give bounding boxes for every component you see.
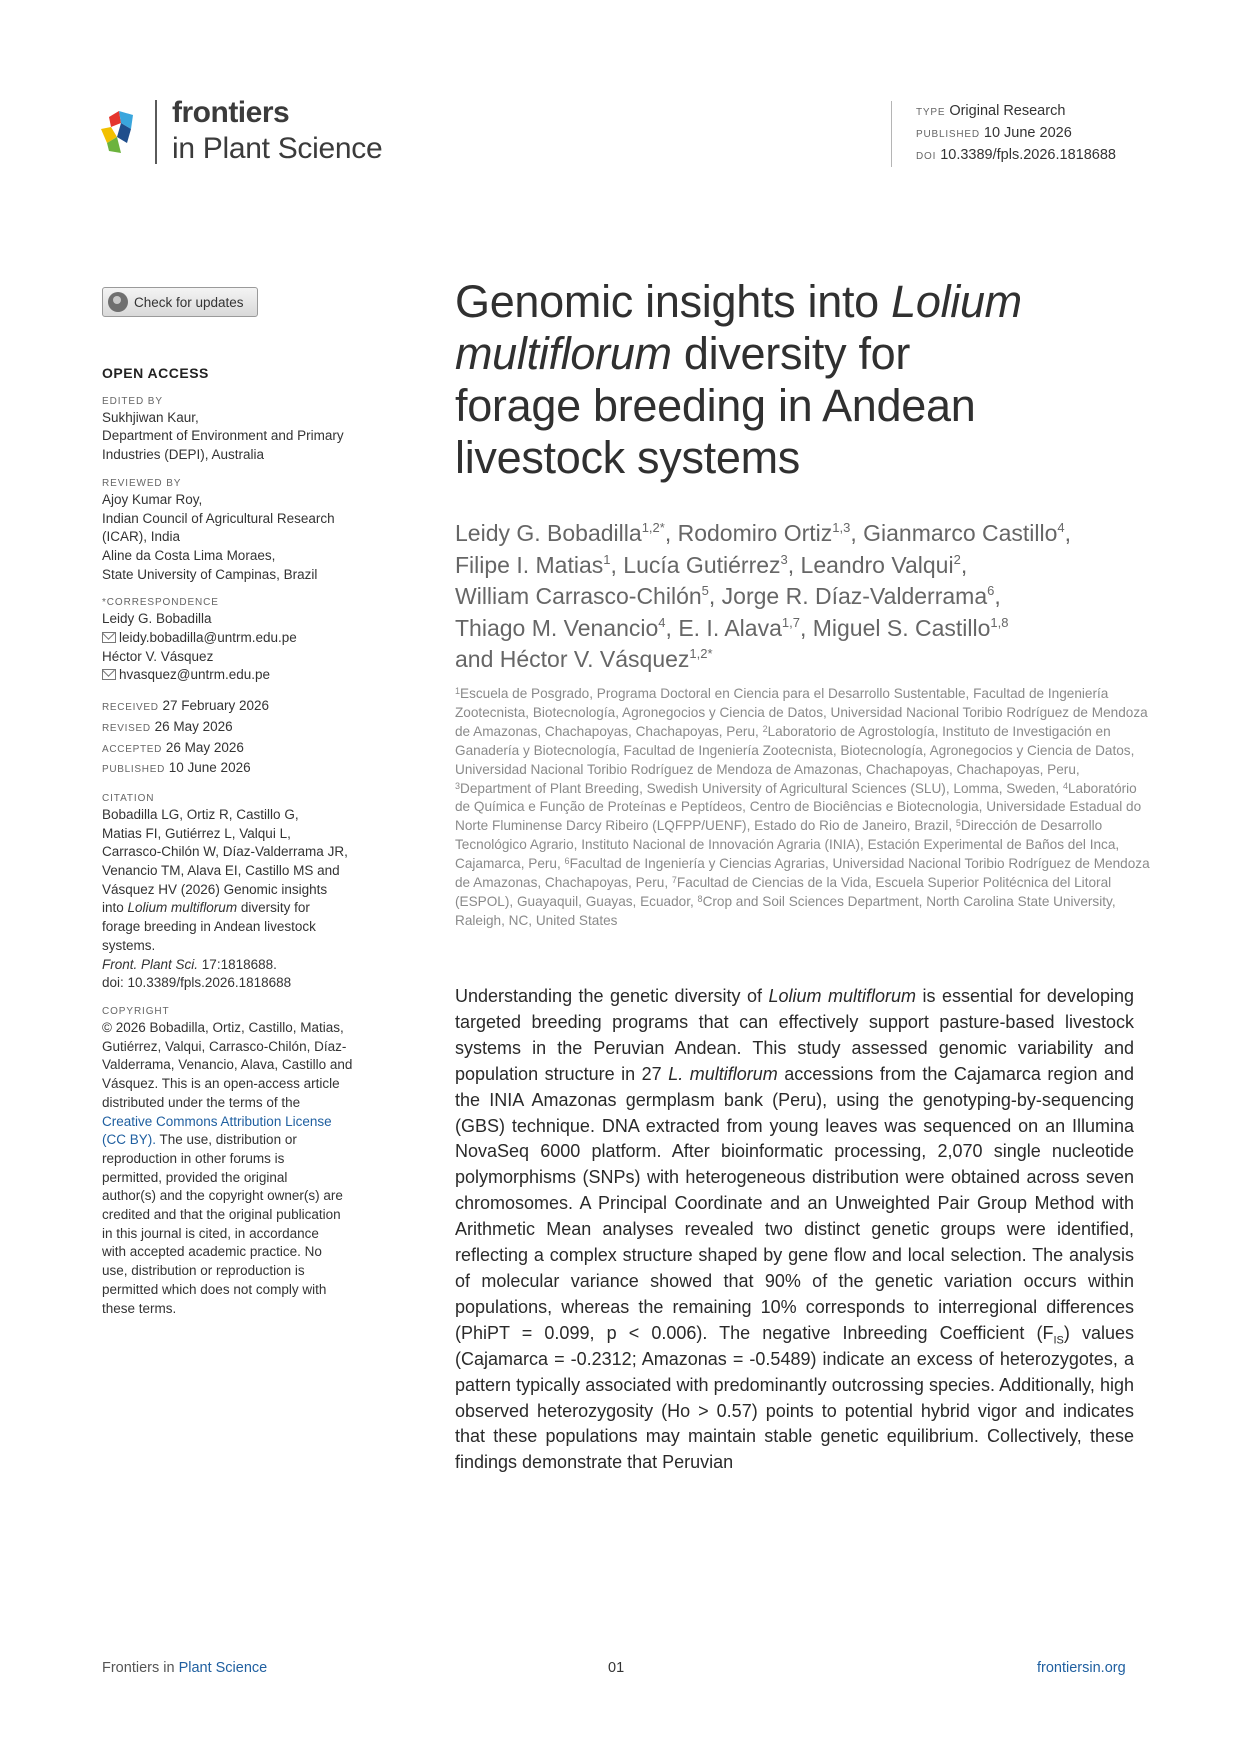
copyright-line: permitted, provided the original: [102, 1169, 288, 1185]
copyright-line: Vásquez. This is an open-access article: [102, 1076, 340, 1092]
reviewed-by-line: State University of Campinas, Brazil: [102, 566, 318, 582]
type-key: TYPE: [916, 107, 946, 118]
affil-text: Dirección de Desarrollo Tecnológico Agrario, Instituto Nacional de Innovación Agraria (INIA), Estación Experimental de Baños del Inca, Cajamarca, Peru,: [455, 818, 1120, 872]
copyright-line: author(s) and the copyright owner(s) are: [102, 1188, 343, 1204]
updates-icon: [108, 292, 128, 312]
author-name[interactable]: Miguel S. Castillo: [812, 614, 991, 641]
citation-heading: CITATION: [102, 792, 155, 804]
copyright-line: Gutiérrez, Valqui, Carrasco-Chilón, Díaz-: [102, 1038, 347, 1054]
logo-divider: [155, 100, 157, 164]
revised-value: 26 May 2026: [154, 718, 233, 734]
reviewed-by-line: Aline da Costa Lima Moraes,: [102, 547, 276, 563]
title-species-epithet: multiflorum: [455, 328, 672, 379]
received-key: RECEIVED: [102, 702, 159, 714]
citation-volume: 17:1818688.: [198, 956, 277, 972]
accepted-key: ACCEPTED: [102, 743, 163, 755]
citation-line: [102, 899, 382, 918]
author-name[interactable]: Leidy G. Bobadilla: [455, 520, 642, 546]
correspondence-email-link[interactable]: leidy.bobadilla@untrm.edu.pe: [119, 630, 297, 646]
license-after: The use, distribution or: [156, 1132, 297, 1148]
author-affil: 1,2*: [689, 646, 713, 661]
affil-number: 1: [455, 686, 461, 696]
citation-line: forage breeding in Andean livestock: [102, 919, 316, 935]
author-name[interactable]: Thiago M. Venancio: [455, 614, 659, 641]
license-link[interactable]: Creative Commons Attribution License: [102, 1113, 332, 1129]
affil-text: Laboratório de Química e Função de Proteínas e Peptídeos, Centro de Biociências e Biotecnologia, Universidade Estadual do Norte Fluminense Darcy Ribeiro (LQFPP/UENF), Estado do Rio de Janeiro, Brazil,: [455, 780, 1142, 834]
author-affil: 5: [701, 583, 709, 598]
copyright-line: these terms.: [102, 1300, 177, 1316]
affil-number: 3: [455, 780, 461, 791]
copyright-line: in this journal is cited, in accordance: [102, 1225, 319, 1241]
sidebar: [102, 364, 382, 1318]
affil-number: 5: [955, 818, 961, 829]
author-affil: 1,7: [781, 614, 800, 630]
affil-text: Facultad de Ingeniería y Ciencias Agrarias, Universidad Nacional Toribio Rodríguez de Mendoza de Amazonas, Chachapoyas, Peru,: [455, 856, 1150, 891]
copyright-line: with accepted academic practice. No: [102, 1244, 322, 1260]
check-updates-label: Check for updates: [134, 294, 244, 310]
abstract-text: ) values (Cajamarca = -0.2312; Amazonas = -0.5489) indicate an excess of heterozygotes, a pattern typically associated with predominantly outcrossing species. Additionally, high observed heterozygosity (Ho > 0.57) points to potential hybrid vigor and indicates that these populations may maintain stable genetic equilibrium. Collectively, these findings demonstrate that Peruvian: [455, 1322, 1134, 1473]
author-affil: 2: [953, 551, 961, 567]
affil-text: Escuela de Posgrado, Programa Doctoral en Ciencia para el Desarrollo Sustentable, Facultad de Ingeniería Zootecnista, Biotecnología, Agronegocios y Ciencia de Datos, Universidad Nacional Toribio Rodríguez de Mendoza de Amazonas, Chachapoyas, Chachapoyas, Peru,: [455, 686, 1148, 739]
copyright-line: reproduction in other forums is: [102, 1150, 285, 1166]
author-name[interactable]: Jorge R. Díaz-Valderrama: [721, 583, 988, 609]
revised-key: REVISED: [102, 722, 151, 734]
author-name[interactable]: Filipe I. Matias: [455, 551, 604, 578]
author-affil: 1,2*: [641, 520, 665, 535]
author-name[interactable]: and Héctor V. Vásquez: [455, 646, 690, 672]
citation-journal: Front. Plant Sci.: [102, 956, 199, 972]
doi-key: DOI: [916, 151, 937, 162]
author-name[interactable]: Lucía Gutiérrez: [623, 551, 781, 578]
citation-doi: doi: 10.3389/fpls.2026.1818688: [102, 975, 292, 991]
title-line: forage breeding in Andean: [455, 380, 976, 431]
footer-journal-link[interactable]: Plant Science: [178, 1660, 268, 1676]
mail-icon: [102, 669, 116, 680]
author-name[interactable]: Rodomiro Ortiz: [677, 520, 833, 546]
author-name[interactable]: Leandro Valqui: [800, 551, 954, 578]
type-value: Original Research: [949, 103, 1066, 119]
reviewed-by-heading: REVIEWED BY: [102, 477, 182, 489]
affil-number: 8: [697, 893, 703, 904]
author-affil: 1: [603, 551, 611, 567]
published-key: PUBLISHED: [102, 764, 165, 776]
affil-number: 6: [564, 856, 570, 867]
license-link-short[interactable]: (CC BY).: [102, 1132, 156, 1148]
abstract-text: is essential for developing targeted breeding programs that can effectively support pasture-based livestock systems in the Peruvian Andean. This study assessed genomic variability and population structure in 27: [455, 986, 1134, 1084]
footer-journal: [102, 1660, 267, 1676]
abstract-species: Lolium multiflorum: [768, 986, 917, 1006]
citation-line: Matias FI, Gutiérrez L, Valqui L,: [102, 825, 291, 841]
affil-text: Facultad de Ciencias de la Vida, Escuela Superior Politécnica del Litoral (ESPOL), Guayaquil, Guayas, Ecuador,: [455, 875, 1112, 909]
affil-number: 4: [1062, 780, 1068, 791]
edited-by-line: Industries (DEPI), Australia: [102, 447, 265, 463]
copyright-line: distributed under the terms of the: [102, 1094, 301, 1110]
correspondence-email-link[interactable]: hvasquez@untrm.edu.pe: [119, 667, 271, 683]
abstract: [455, 984, 1134, 1476]
copyright-line: permitted which does not comply with: [102, 1281, 327, 1297]
accepted-value: 26 May 2026: [165, 739, 244, 755]
abstract-subscript: IS: [1053, 1334, 1064, 1347]
citation-line: Vásquez HV (2026) Genomic insights: [102, 881, 328, 897]
published-value: 10 June 2026: [983, 125, 1072, 141]
mail-icon: [102, 632, 116, 643]
author-affil: 3: [780, 551, 788, 567]
author-list: Leidy G. Bobadilla$^{1,2*}$, Rodomiro Ortiz$^{1,3}$, Gianmarco Castillo$^4$, Filipe I. Matias$^1$, Lucía Gutiérrez$^3$, Leandro Valqui$^2$, William Carrasco-Chilón$^5$, Jorge R. Díaz-Valderrama$^6$, Thiago M. Venancio$^4$, E. I. Alava$^{1,7}$, Miguel S. Castillo$^{1,8}$ and Héctor V. Vásquez$^{1,2*}$: [455, 520, 1072, 672]
citation-line: systems.: [102, 937, 156, 953]
journal-logo-name: in Plant Science: [172, 132, 383, 165]
correspondence-name: Leidy G. Bobadilla: [102, 611, 212, 627]
author-name[interactable]: William Carrasco-Chilón: [455, 583, 702, 609]
title-species-genus: Lolium: [891, 276, 1022, 327]
check-for-updates-button[interactable]: [102, 287, 258, 317]
title-part: Genomic insights into: [455, 276, 892, 327]
reviewed-by-line: Ajoy Kumar Roy,: [102, 491, 203, 507]
citation-species: Lolium multiflorum: [127, 900, 238, 916]
affil-text: Laboratorio de Agrostología, Instituto de Investigación en Ganadería y Biotecnología, Facultad de Ingeniería Zootecnista, Biotecnología, Agronegocios y Ciencia de Datos, Universidad Nacional Toribio Rodríguez de Mendoza de Amazonas, Chachapoyas, Chachapoyas, Peru,: [455, 723, 1135, 777]
title-line: livestock systems: [455, 432, 800, 483]
abstract-text: accessions from the Cajamarca region and the INIA Amazonas germplasm bank (Peru), using the genotyping-by-sequencing (GBS) technique. DNA extracted from young leaves was sequenced on an Illumina NovaSeq 6000 platform. After bioinformatic processing, 2,070 single nucleotide polymorphisms (SNPs) with heterogeneous distribution were obtained across seven chromosomes. A Principal Coordinate and an Unweighted Pair Group Method with Arithmetic Mean analyses revealed two distinct genetic groups were identified, reflecting a complex structure shaped by gene flow and local selection. The analysis of molecular variance showed that 90% of the genetic variation occurs within populations, whereas the remaining 10% corresponds to interregional differences (PhiPT = 0.099, p < 0.006). The negative Inbreeding Coefficient (F: [455, 1063, 1135, 1343]
journal-logo-word: frontiers: [172, 96, 290, 129]
abstract-text: Understanding the genetic diversity of: [455, 986, 769, 1006]
copyright-line: © 2026 Bobadilla, Ortiz, Castillo, Matias,: [102, 1019, 344, 1035]
affil-text: Crop and Soil Sciences Department, North Carolina State University, Raleigh, NC, United States: [455, 893, 1116, 928]
author-name[interactable]: Gianmarco Castillo: [863, 520, 1058, 546]
copyright-line: Valderrama, Venancio, Alava, Castillo and: [102, 1057, 353, 1073]
article-meta: [891, 101, 1116, 167]
frontiers-logo-icon: [101, 109, 141, 155]
reviewed-by-line: (ICAR), India: [102, 529, 181, 545]
footer-journal-prefix: Frontiers in: [102, 1660, 179, 1676]
page-number: 01: [608, 1660, 625, 1676]
footer-site-link[interactable]: frontiersin.org: [1037, 1660, 1126, 1676]
citation-line: [102, 956, 382, 975]
open-access-label: OPEN ACCESS: [102, 365, 209, 381]
citation-line: Bobadilla LG, Ortiz R, Castillo G,: [102, 806, 299, 822]
published-value: 10 June 2026: [168, 760, 251, 776]
affil-number: 2: [762, 723, 768, 734]
abstract-species: L. multiflorum: [668, 1063, 778, 1084]
correspondence-name: Héctor V. Vásquez: [102, 648, 214, 664]
copyright-heading: COPYRIGHT: [102, 1005, 170, 1017]
history-dates: [102, 697, 382, 780]
copyright-line: credited and that the original publication: [102, 1207, 341, 1223]
author-affil: 4: [1057, 520, 1065, 535]
article-title: [455, 276, 1155, 484]
citation-into: into: [102, 900, 128, 916]
edited-by-heading: EDITED BY: [102, 395, 163, 407]
doi-value[interactable]: 10.3389/fpls.2026.1818688: [940, 147, 1116, 163]
author-affil: 6: [987, 583, 995, 598]
author-name[interactable]: E. I. Alava: [678, 614, 782, 641]
citation-line: Venancio TM, Alava EI, Castillo MS and: [102, 863, 340, 879]
correspondence-heading: *CORRESPONDENCE: [102, 597, 219, 609]
edited-by-line: Sukhjiwan Kaur,: [102, 409, 199, 425]
edited-by-line: Department of Environment and Primary: [102, 428, 344, 444]
citation-after: diversity for: [237, 900, 310, 916]
affiliations: [455, 685, 1155, 931]
copyright-line: use, distribution or reproduction is: [102, 1263, 305, 1279]
title-part: diversity for: [671, 328, 911, 379]
author-affil: 1,8: [990, 614, 1009, 630]
reviewed-by-line: Indian Council of Agricultural Research: [102, 510, 335, 526]
author-affil: 1,3: [832, 520, 851, 535]
affil-number: 7: [671, 875, 677, 886]
author-affil: 4: [658, 614, 666, 630]
citation-line: Carrasco-Chilón W, Díaz-Valderrama JR,: [102, 844, 348, 860]
affil-text: Department of Plant Breeding, Swedish University of Agricultural Sciences (SLU), Lomma, Sweden,: [460, 780, 1063, 796]
received-value: 27 February 2026: [162, 698, 270, 714]
published-key: PUBLISHED: [916, 129, 980, 140]
